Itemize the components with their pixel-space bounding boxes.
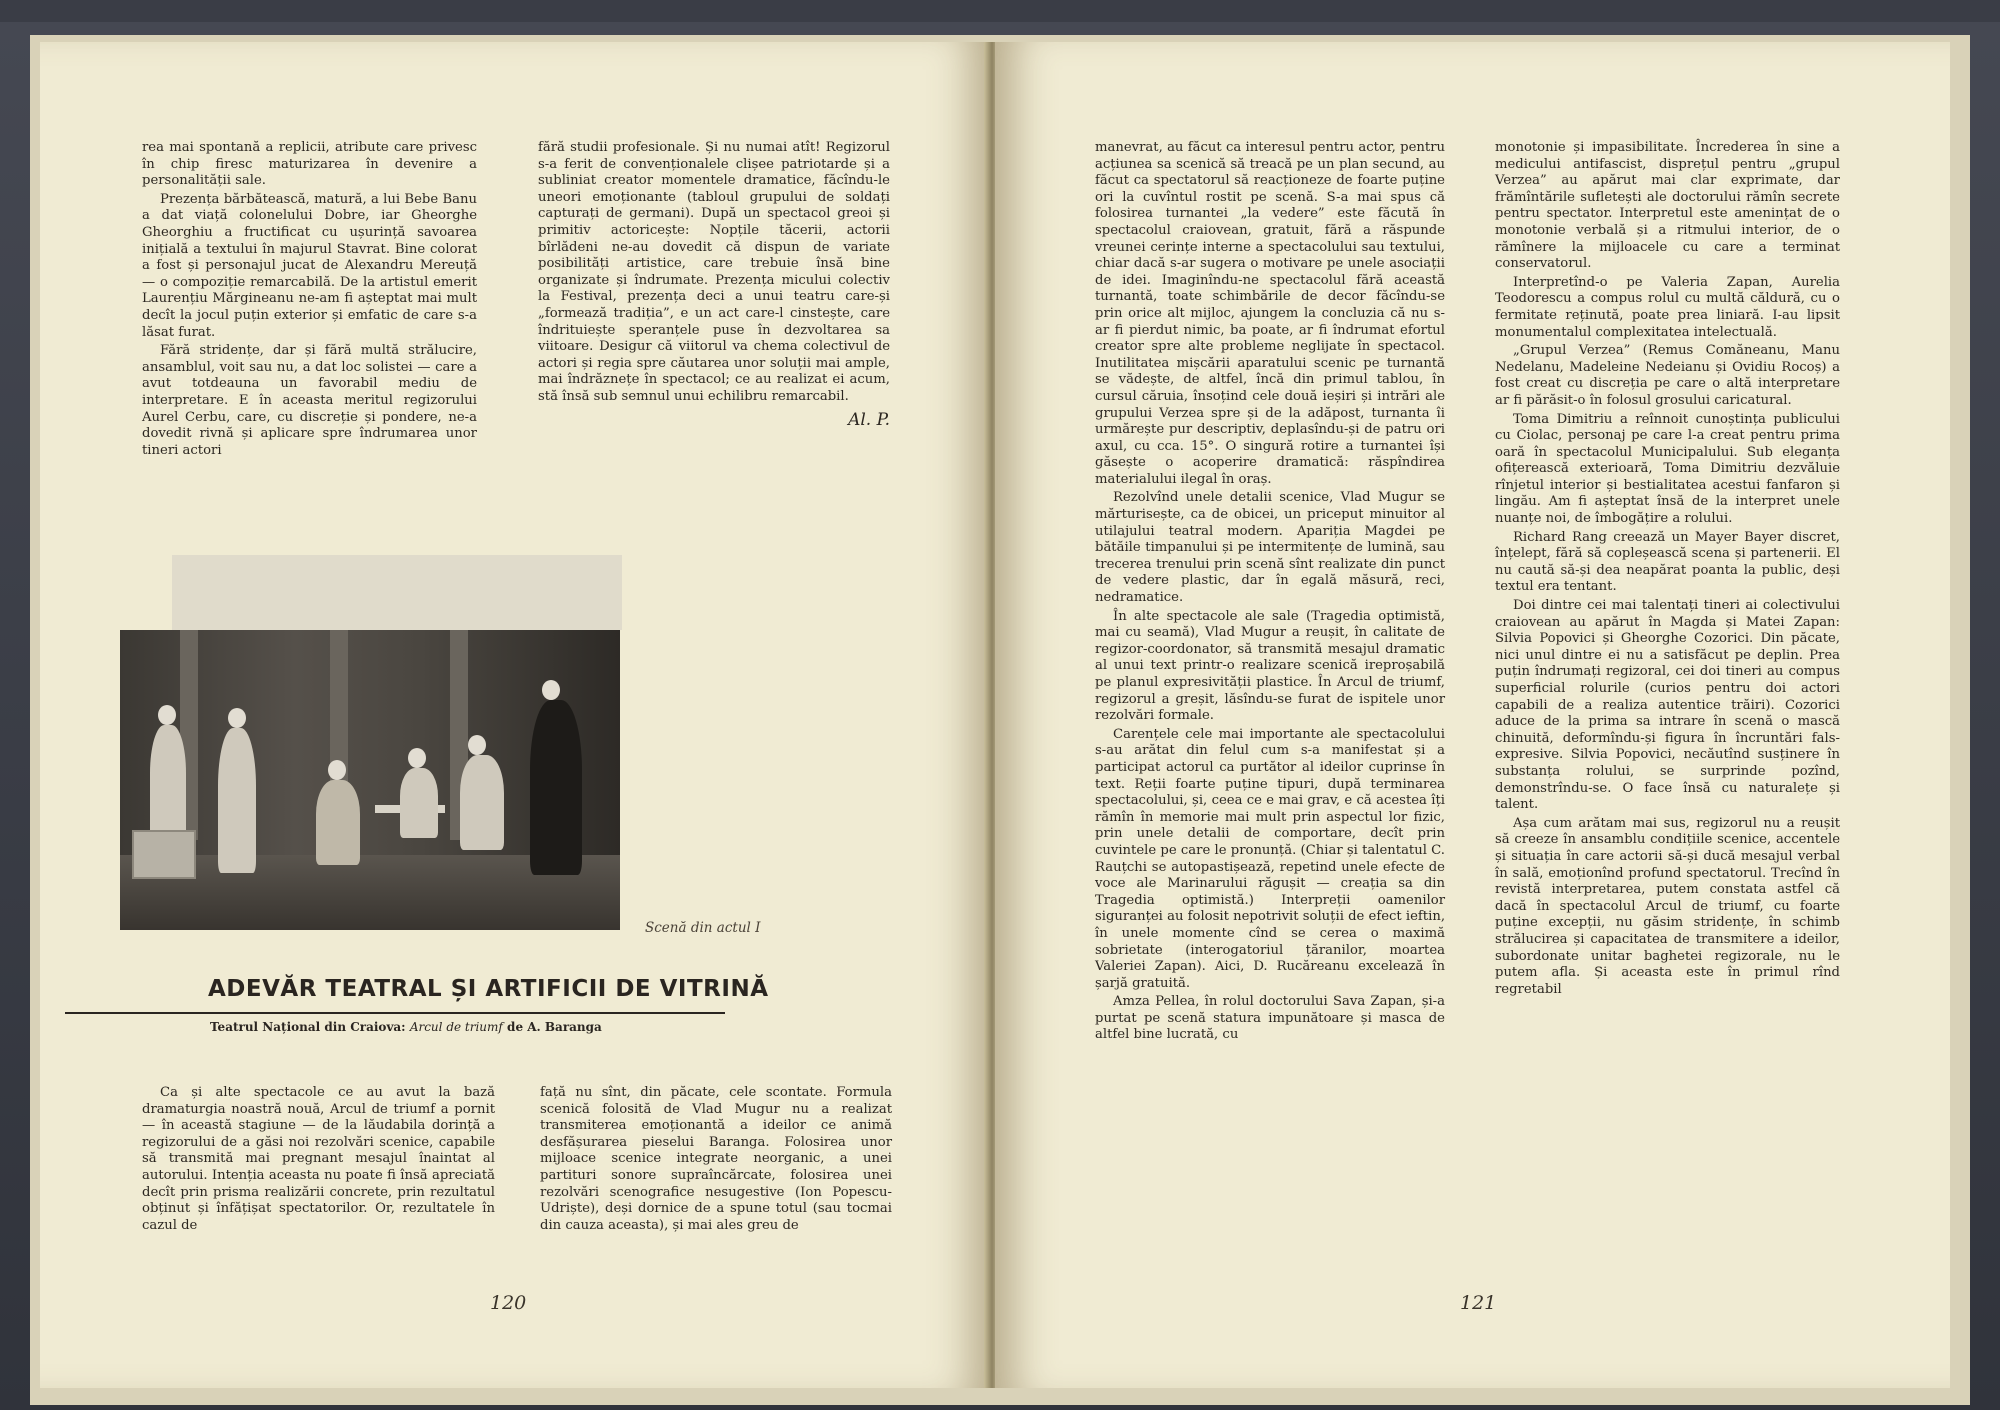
- article-subtitle: [210, 1020, 602, 1034]
- paragraph: Richard Rang creează un Mayer Bayer discret, înțelept, fără să copleșească scena și partenerii. El nu caută să-și dea neapărat poanta la public, deși textul era tentant.: [1495, 529, 1840, 595]
- paragraph: Amza Pellea, în rolul doctorului Sava Zapan, și-a purtat pe scenă statura impunătoare și masca de altfel bine lucrată, cu: [1095, 994, 1445, 1043]
- paragraph: „Grupul Verzea” (Remus Comăneanu, Manu Nedelanu, Madeleine Nedeianu și Ovidiu Rocoș) a fost creat cu discreția pe care o altă interpretare ar fi părăsit-o în folosul grosului caricatural.: [1495, 343, 1840, 408]
- paragraph: Toma Dimitriu a reînnoit cunoștința publicului cu Ciolac, personaj pe care l-a creat pentru prima oară în spectacolul Municipalului. Sub eleganța ofițerească exterioară, Toma Dimitriu dezvăluie rînjetul interior și bestialitatea acestui fanfaron și lingău. Am fi așteptat însă de la interpret unele nuanțe noi, de îmbogățire a rolului.: [1495, 411, 1840, 527]
- page-number: 121: [1460, 1292, 1497, 1314]
- left-column-4: [540, 1085, 892, 1236]
- page-number: 120: [490, 1292, 527, 1314]
- paragraph: În alte spectacole ale sale (Tragedia optimistă, mai cu seamă), Vlad Mugur a reușit, în calitate de regizor-coordonator, să transmită mesajul dramatic al unui text printr-o realizare scenică ireproșabilă pe planul expresivității plastice. În Arcul de triumf, regizorul a greșit, lăsîndu-se furat de ispitele unor rezolvări formale.: [1095, 608, 1445, 724]
- paragraph: manevrat, au făcut ca interesul pentru actor, pentru acțiunea sa scenică să treacă pe un plan secund, au făcut ca spectatorul să reacționeze de foarte puține ori la cuvîntul rostit pe scenă. S-a mai spus că folosirea turnantei „la vedere” este făcută în spectacolul craiovean, gratuit, fără a răspunde vreunei cerințe interne a spectacolului sau textului, chiar dacă s-ar sugera o motivare pe unele asociații de idei. Imaginîndu-ne spectacolul fără această turnantă, toate schimbările de decor făcîndu-se prin orice alt mijloc, ajungem la concluzia că nu s-ar fi pierdut nimic, ba poate, ar fi îndrumat efortul creator spre alte probleme neglijate în spectacol. Inutilitatea mișcării aparatului scenic pe turnantă se vădește, de altfel, încă din primul tablou, în cursul căruia, însoțind cele două ieșiri și intrări ale grupului Verzea spre și de la adăpost, turnanta îi urmărește pur descriptiv, deplasîndu-și de patru ori axul, cu cca. 15°. O singură rotire a turnantei își găsește o acoperire dramatică: răspîndirea materialului ilegal în oraș.: [1095, 140, 1445, 487]
- right-page: [995, 42, 1950, 1388]
- left-column-3: [142, 1085, 495, 1236]
- subtitle-author: de A. Baranga: [507, 1020, 602, 1034]
- author-signature: Al. P.: [848, 409, 890, 430]
- article-headline: ADEVĂR TEATRAL ȘI ARTIFICII DE VITRINĂ: [208, 976, 769, 1002]
- left-page: [40, 42, 990, 1388]
- paragraph: Prezența bărbătească, matură, a lui Bebe Banu a dat viață colonelului Dobre, iar Gheorghe Gheorghiu a fructificat cu ușurință savoarea inițială a textului în majurul Stavrat. Bine colorat a fost și personajul jucat de Alexandru Mereuță — o compoziție remarcabilă. De la artistul emerit Laurențiu Mărgineanu ne-am fi așteptat mai mult decît la jocul puțin exterior și emfatic de care s-a lăsat furat.: [142, 191, 477, 340]
- right-column-2: [1495, 140, 1840, 1000]
- paragraph: Interpretînd-o pe Valeria Zapan, Aurelia Teodorescu a compus rolul cu multă căldură, cu o fermitate reținută, poate prea liniară. I-au lipsit monumentalul complexitatea intelectuală.: [1495, 274, 1840, 340]
- subtitle-theatre: Teatrul Național din Craiova:: [210, 1020, 406, 1034]
- paragraph: Fără stridențe, dar și fără multă strălucire, ansamblul, voit sau nu, a dat loc solistei — care a avut totdeauna un favorabil mediu de interpretare. E în aceasta meritul regizorului Aurel Cerbu, care, cu discreție și pondere, ne-a dovedit rivnă și aplicare spre îndrumarea unor tineri actori: [142, 343, 477, 458]
- paragraph: monotonie și impasibilitate. Încrederea în sine a medicului antifascist, disprețul pentru „grupul Verzea” au apărut mai clar exprimate, dar frămîntările sufletești ale doctorului rămîn secrete pentru spectator. Interpretul este amenințat de o monotonie verbală și a ritmului interior, de o rămînere la mijloacele cu care a terminat conservatorul.: [1495, 140, 1840, 272]
- left-column-2: [538, 140, 890, 430]
- paragraph: Doi dintre cei mai talentați tineri ai colectivului craiovean au apărut în Magda și Matei Zapan: Silvia Popovici și Gheorghe Cozorici. Din păcate, nici unul dintre ei nu a satisfăcut pe deplin. Prea puțin îndrumați regizoral, cei doi tineri au compus superficial rolurile (curios pentru doi actori capabili de a realiza autentice trăiri). Cozorici aduce de la prima sa intrare în scenă o mască chinuită, deformîndu-și figura în încruntări fals-expresive. Silvia Popovici, necăutînd susținere în substanța rolului, se surprinde pozînd, demonstrîndu-se. O face însă cu naturalețe și talent.: [1495, 598, 1840, 813]
- headline-rule: [65, 1012, 725, 1014]
- stage-photo: [120, 630, 620, 930]
- photo-caption: Scenă din actul I: [645, 920, 761, 936]
- subtitle-play: Arcul de triumf: [409, 1020, 503, 1034]
- paragraph: Așa cum arătam mai sus, regizorul nu a reușit să creeze în ansamblu condițiile scenice, accentele și situația în care actorii să-și ducă mesajul verbal în sală, emoționînd profund spectatorul. Trecînd în revistă interpretarea, putem constata astfel că dacă în spectacolul Arcul de triumf, cu foarte puține excepții, nu găsim stridențe, în schimb strălucirea și capacitatea de transmitere a ideilor, subordonate unitar baghetei regizorale, nu le putem afla. Și aceasta este în primul rînd regretabil: [1495, 815, 1840, 997]
- paragraph: fără studii profesionale. Și nu numai atît! Regizorul s-a ferit de convenționalele clișee patriotarde și a subliniat creator momentele dramatice, făcîndu-le uneori emoționante (tabloul grupului de soldați capturați de germani). După un spectacol greoi și primitiv actoricește: Nopțile tăcerii, actorii bîrlădeni ne-au dovedit că dispun de variate posibilități artistice, care trebuie însă bine organizate și îndrumate. Prezența micului colectiv la Festival, prezența deci a unui teatru care-și „formează tradiția”, e un act care-l cinstește, care îndrituiește speranțele puse în dezvoltarea sa viitoare. Desigur că viitorul va chema colectivul de actori și regia spre căutarea unor soluții mai ample, mai îndrăznețe în spectacol; ce au realizat ei acum, stă însă sub semnul unui echilibru remarcabil.: [538, 140, 890, 404]
- left-column-1: [142, 140, 477, 461]
- paragraph: Carențele cele mai importante ale spectacolului s-au arătat din felul cum s-a manifestat și a participat actorul ca purtător al ideilor cuprinse în text. Reții foarte puține tipuri, după terminarea spectacolului, și, ceea ce e mai grav, e că acestea îți rămîn în memorie mai mult prin aspectul lor fizic, prin unele detalii de comportare, decît prin cuvintele pe care le pronunță. (Chiar și talentatul C. Rauțchi se autopastișează, repetind unele efecte de voce ale Marinarului răgușit — creația sa din Tragedia optimistă.) Interpreții oamenilor siguranței au folosit nepotrivit soluții de efect ieftin, în unele momente cînd se cerea o maximă sobrietate (interogatoriul țăranilor, moartea Valeriei Zapan). Aici, D. Rucăreanu excelează în șarjă gratuită.: [1095, 726, 1446, 991]
- paragraph: Rezolvînd unele detalii scenice, Vlad Mugur se mărturisește, ca de obicei, un priceput minuitor al utilajului teatral modern. Apariția Magdei pe bătăile timpanului și pe intermitențe de lumină, sau trecerea trenului prin scenă sînt realizate din punct de vedere plastic, dar în egală măsură, reci, nedramatice.: [1095, 490, 1445, 606]
- photo-shadow: [172, 555, 622, 630]
- paragraph: Ca și alte spectacole ce au avut la bază dramaturgia noastră nouă, Arcul de triumf a pornit — în această stagiune — de la lăudabila dorință a regizorului de a găsi noi rezolvări scenice, capabile să transmită mai pregnant mesajul înaintat al autorului. Intenția aceasta nu poate fi însă apreciată decît prin prisma realizării concrete, prin rezultatul obținut și înfățișat spectatorilor. Or, rezultatele în cazul de: [142, 1085, 495, 1233]
- paragraph: rea mai spontană a replicii, atribute care privesc în chip firesc maturizarea în devenire a personalității sale.: [142, 140, 477, 189]
- right-column-1: [1095, 140, 1445, 1046]
- paragraph: față nu sînt, din păcate, cele scontate. Formula scenică folosită de Vlad Mugur nu a realizat transmiterea emoționantă a ideilor ce animă desfășurarea pieselui Baranga. Folosirea unor mijloace scenice integrate neorganic, a unei partituri sonore supraîncărcate, folosirea unei rezolvări scenografice nesugestive (Ion Popescu-Udriște), deși dornice de a spune totul (sau tocmai din cauza aceasta), și mai ales greu de: [540, 1085, 892, 1233]
